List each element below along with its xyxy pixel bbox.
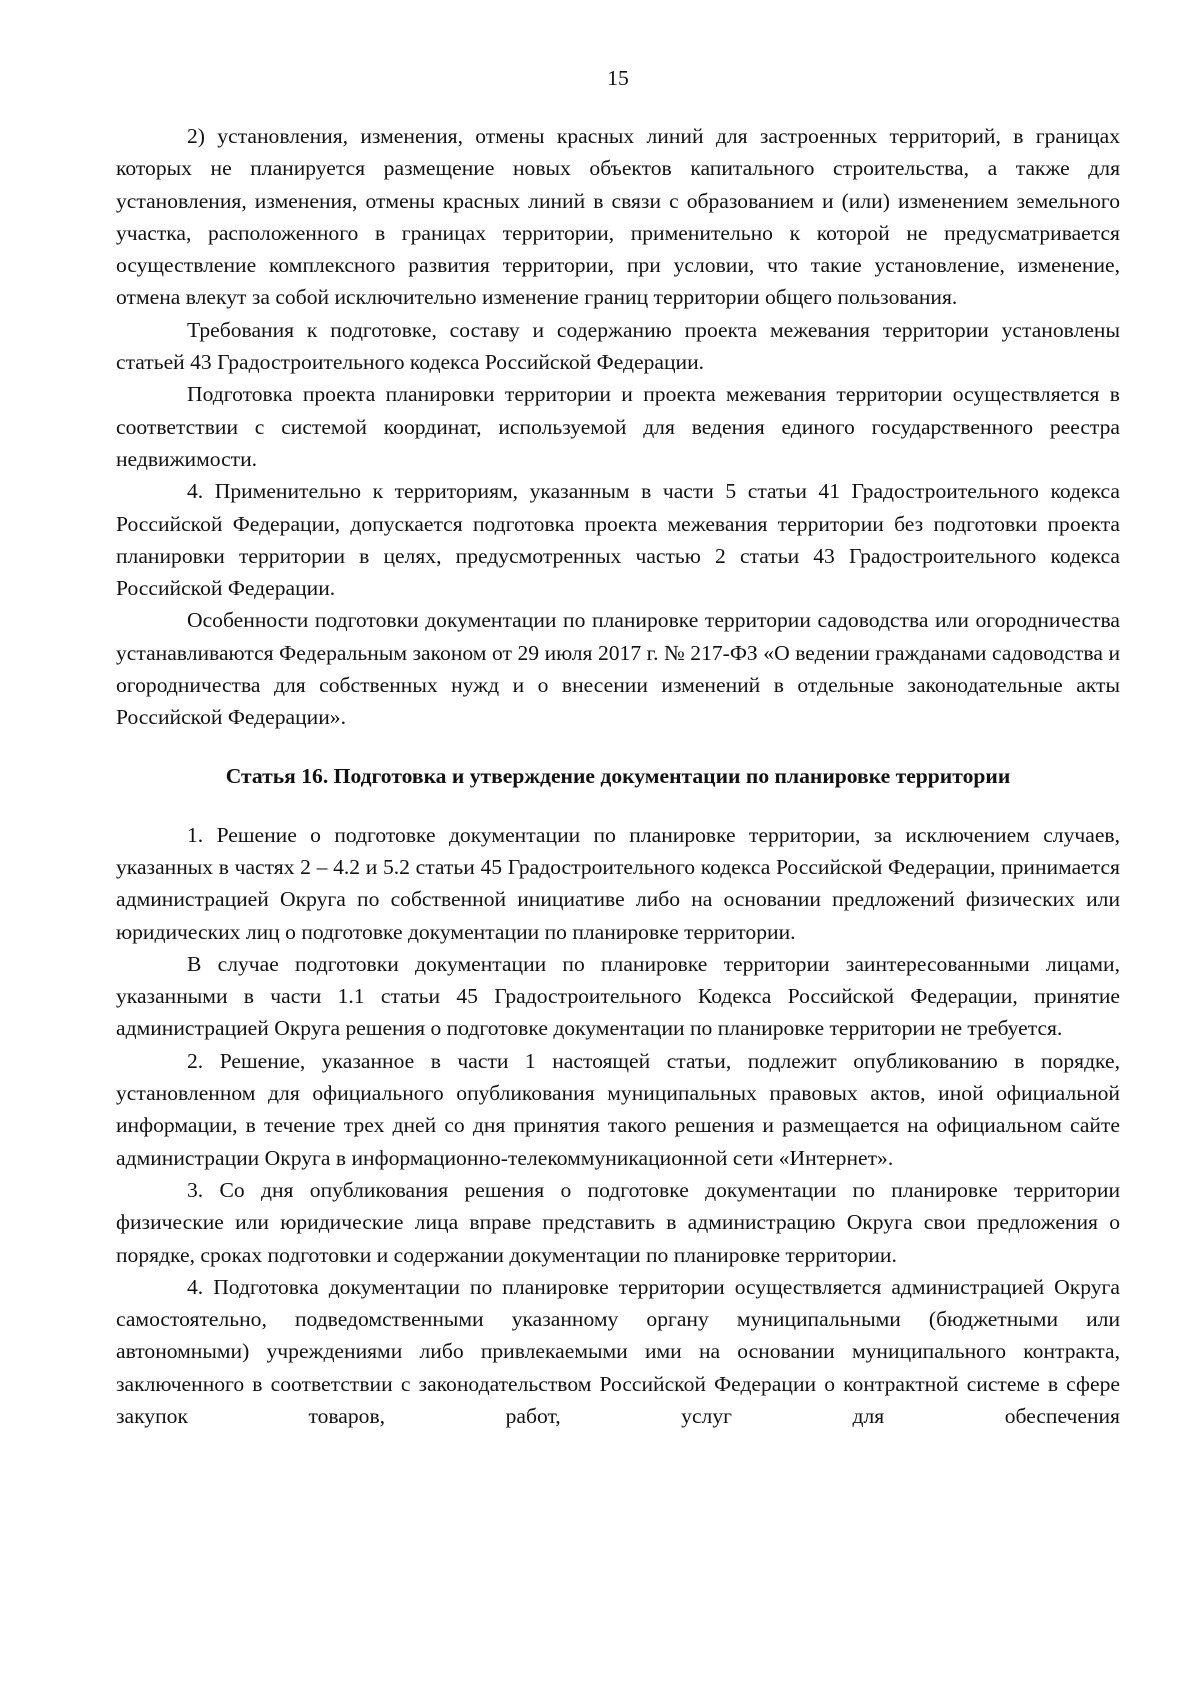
paragraph-requirements: Требования к подготовке, составу и содержанию проекта межевания территории установлены статьей 43 Градостроительного кодекса Российской Федерации. [116, 317, 1120, 375]
paragraph-item-2: 2. Решение, указанное в части 1 настоящей статьи, подлежит опубликованию в порядке, установленном для официального опубликования муниципальных правовых актов, иной официальной информации, в течение трех дней со дня принятия такого решения и размещается на официальном сайте администрации Округа в информационно-телекоммуникационной сети «Интернет». [116, 1048, 1120, 1170]
paragraph-item-1: 1. Решение о подготовке документации по планировке территории, за исключением случаев, указанных в частях 2 – 4.2 и 5.2 статьи 45 Градостроительного кодекса Российской Федерации, принимается администрацией Округа по собственной инициативе либо на основании предложений физических или юридических лиц о подготовке документации по планировке территории. [116, 822, 1120, 944]
paragraph-item-4: 4. Применительно к территориям, указанным в части 5 статьи 41 Градостроительного кодекса Российской Федерации, допускается подготовка проекта межевания территории без подготовки проекта планировки территории в целях, предусмотренных частью 2 статьи 43 Градостроительного кодекса Российской Федерации. [116, 479, 1120, 601]
paragraph-interested-persons: В случае подготовки документации по планировке территории заинтересованными лицами, указанными в части 1.1 статьи 45 Градостроительного Кодекса Российской Федерации, принятие администрацией Округа решения о подготовке документации по планировке территории не требуется. [116, 951, 1120, 1041]
paragraph-item-3: 3. Со дня опубликования решения о подготовке документации по планировке территории физические или юридические лица вправе представить в администрацию Округа свои предложения о порядке, сроках подготовки и содержании документации по планировке территории. [116, 1177, 1120, 1267]
paragraph-gardening-features: Особенности подготовки документации по планировке территории садоводства или огородничества устанавливаются Федеральным законом от 29 июля 2017 г. № 217-ФЗ «О ведении гражданами садоводства и огородничества для собственных нужд и о внесении изменений в отдельные законодательные акты Российской Федерации». [116, 608, 1120, 730]
page-number: 15 [607, 66, 629, 90]
article-heading: Статья 16. Подготовка и утверждение документации по планировке территории [225, 763, 1011, 788]
document-page [116, 62, 1120, 1432]
paragraph-coordinate-system: Подготовка проекта планировки территории и проекта межевания территории осуществляется в соответствии с системой координат, используемой для ведения единого государственного реестра недвижимости. [116, 382, 1120, 471]
paragraph-red-lines: 2) установления, изменения, отмены красных линий для застроенных территорий, в границах которых не планируется размещение новых объектов капитального строительства, а также для установления, изменения, отмены красных линий в связи с образованием и (или) изменением земельного участка, расположенного в границах территории, применительно к которой не предусматривается осуществление комплексного развития территории, при условии, что такие установление, изменение, отмена влекут за собой исключительно изменение границ территории общего пользования. [116, 124, 1120, 310]
paragraph-item-4-preparation: 4. Подготовка документации по планировке территории осуществляется администрацией Округа самостоятельно, подведомственными указанному органу муниципальными (бюджетными или автономными) учреждениями либо привлекаемыми ими на основании муниципального контракта, заключенного в соответствии с законодательством Российской Федерации о контрактной системе в сфере закупок товаров, работ, услуг для обеспечения [116, 1274, 1120, 1428]
